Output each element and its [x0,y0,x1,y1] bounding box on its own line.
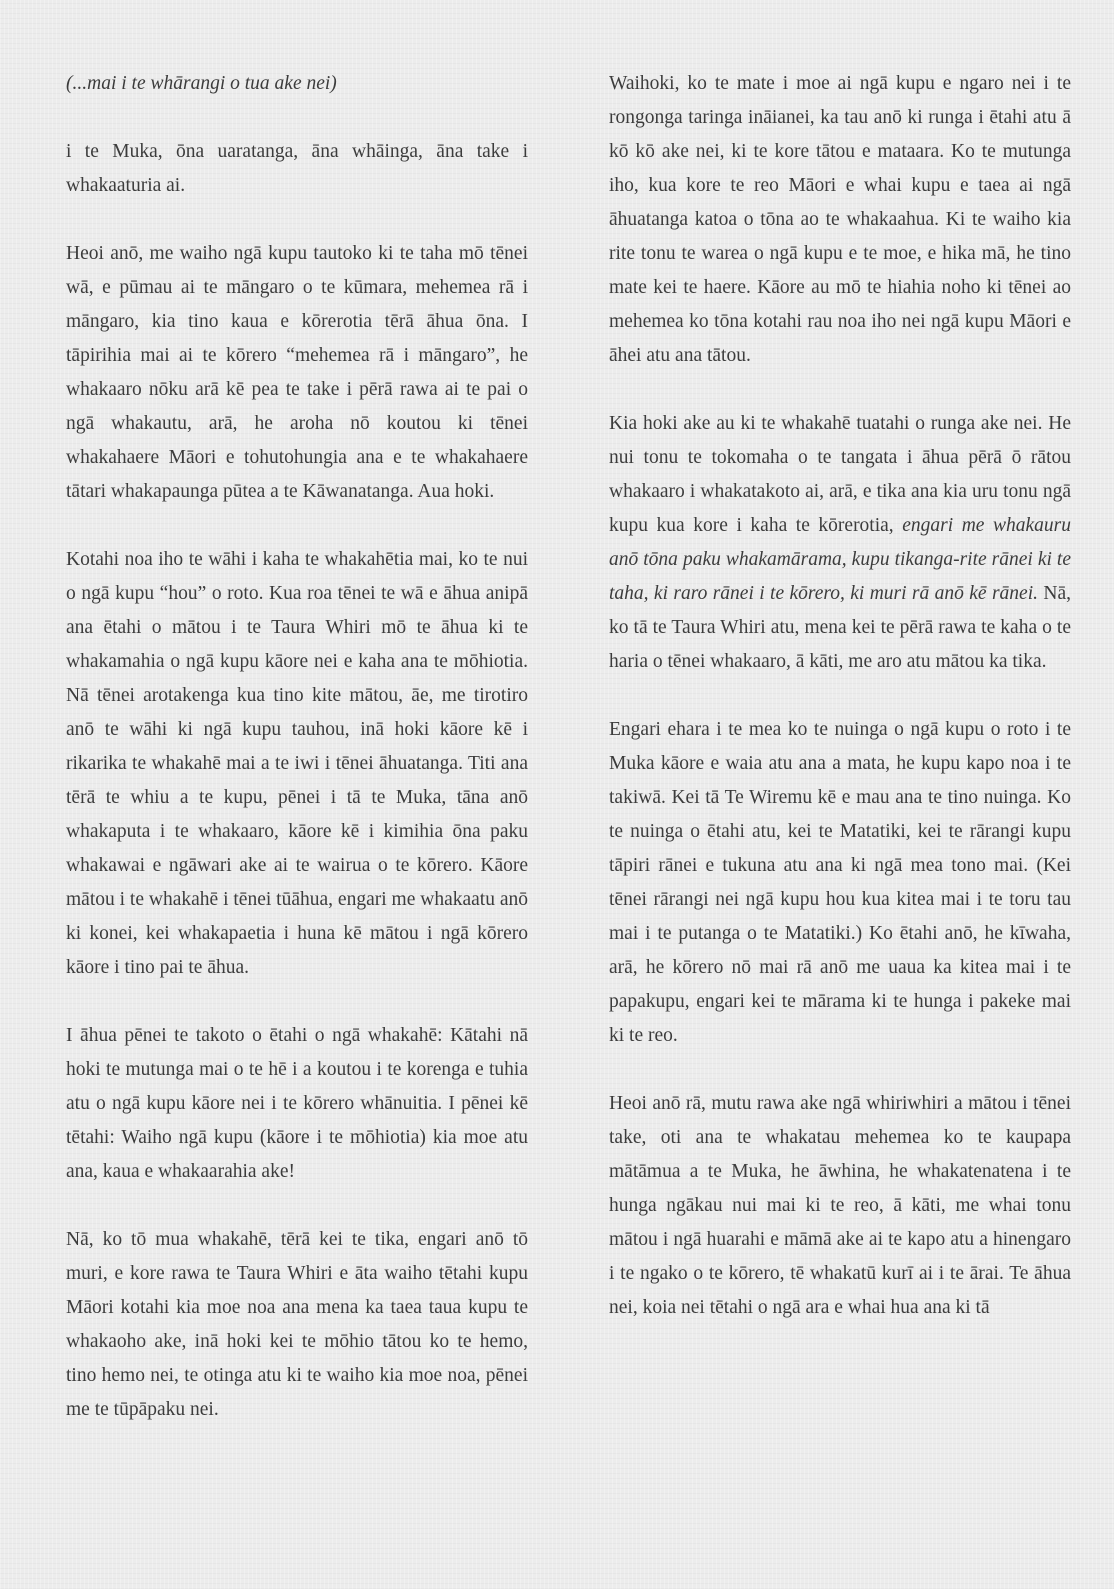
paragraph-left-1: i te Muka, ōna uaratanga, āna whāinga, āna take i whakaaturia ai. [66,141,528,196]
paragraph-right-2 [609,407,1071,679]
paragraph-right-4: Heoi anō rā, mutu rawa ake ngā whiriwhiri a mātou i tēnei take, oti ana te whakatau mehemea ko te kaupapa mātāmua a te Muka, he āwhina, he whakatenatena i te hunga ngākau nui mai ki te reo, ā kāti, me whai tonu mātou i ngā huarahi e māmā ake ai te kapo atu a hinengaro i te ngako o te kōrero, tē whakatū kurī ai i te ārai. Te āhua nei, koia nei tētahi o ngā ara e whai hua ana ki tā [609,1093,1071,1318]
paragraph-left-5: Nā, ko tō mua whakahē, tērā kei te tika, engari anō tō muri, e kore rawa te Taura Whiri e āta waiho tētahi kupu Māori kotahi kia moe noa ana mena ka taea taua kupu te whakaoho ake, inā hoki kei te mōhio tātou ko te hemo, tino hemo nei, te otinga atu ki te waiho kia moe noa, pēnei me te tūpāpaku nei. [66,1229,528,1420]
paragraph-right-2-end: Nā, ko tā te Taura Whiri atu, mena kei te pērā rawa te kaha o te haria o tēnei whakaaro, ā kāti, me aro atu mātou ka tika. [609,583,1071,672]
right-column [609,67,1071,1359]
paragraph-left-3: Kotahi noa iho te wāhi i kaha te whakahētia mai, ko te nui o ngā kupu “hou” o roto. Kua roa tēnei te wā e āhua anipā ana ētahi o mātou i te Taura Whiri mō te āhua ki te whakamahia o ngā kupu kāore nei e kaha ana te mōhiotia. Nā tēnei arotakenga kua tino kite mātou, āe, me tirotiro anō te wāhi ki ngā kupu tauhou, inā hoki kāore kē i rikarika te whakahē mai a te iwi i tēnei āhuatanga. Titi ana tērā te whiu a te kupu, pēnei i tā te Muka, tāna anō whakaputa i te whakaaro, kāore kē i kimihia ōna paku whakawai e ngāwari ake ai te wairua o te kōrero. Kāore mātou i te whakahē i tēnei tūāhua, engari me whakaatu anō ki konei, kei whakapaetia i huna kē mātou i ngā kōrero kāore i tino pai te āhua. [66,549,528,978]
paragraph-right-2-start: Kia hoki ake au ki te whakahē tuatahi o runga ake nei. He nui tonu te tokomaha o te tangata i āhua pērā ō rātou whakaaro i whakatakoto ai, arā, e tika ana kia uru tonu ngā kupu kua kore i kaha te kōrerotia, [609,413,1071,536]
paragraph-right-3: Engari ehara i te mea ko te nuinga o ngā kupu o roto i te Muka kāore e waia atu ana a mata, he kupu kapo noa i te takiwā. Kei tā Te Wiremu kē e mau ana te tino nuinga. Ko te nuinga o ētahi atu, kei te Matatiki, kei te rārangi kupu tāpiri rānei e tukuna atu ana ki ngā mea tono mai. (Kei tēnei rārangi nei ngā kupu hou kua kitea mai i te toru tau mai i te putanga o te Matatiki.) Ko ētahi anō, he kīwaha, arā, he kōrero nō mai rā anō me uaua ka kitea mai i te papakupu, engari kei te mārama ki te hunga i pakeke mai ki te reo. [609,719,1071,1046]
paragraph-right-2-italic: engari me whakauru anō tōna paku whakamārama, kupu tikanga-rite rānei ki te taha, ki raro rānei i te kōrero, ki muri rā anō kē rānei. [609,515,1071,604]
continued-header-text: (...mai i te whārangi o tua ake nei) [66,73,337,94]
continued-header [66,67,528,101]
paragraph-left-4: I āhua pēnei te takoto o ētahi o ngā whakahē: Kātahi nā hoki te mutunga mai o te hē i a koutou i te korenga e tuhia atu o ngā kupu kāore nei i te kōrero whānuitia. I pēnei kē tētahi: Waiho ngā kupu (kāore i te mōhiotia) kia moe atu ana, kaua e whakaarahia ake! [66,1025,528,1182]
paragraph-right-1: Waihoki, ko te mate i moe ai ngā kupu e ngaro nei i te rongonga taringa ināianei, ka tau anō ki runga i ētahi atu ā kō kō ake nei, ki te kore tātou e mataara. Ko te mutunga iho, kua kore te reo Māori e whai kupu e taea ai ngā āhuatanga katoa o tōna ao te whakaahua. Ki te waiho kia rite tonu te warea o ngā kupu e te moe, e hika mā, he tino mate kei te haere. Kāore au mō te hiahia noho ki tēnei ao mehemea ko tōna kotahi rau noa iho nei ngā kupu Māori e āhei atu ana tātou. [609,73,1071,366]
left-column [66,67,528,1461]
paragraph-left-2: Heoi anō, me waiho ngā kupu tautoko ki te taha mō tēnei wā, e pūmau ai te māngaro o te kūmara, mehemea rā i māngaro, kia tino kaua e kōrerotia tērā āhua ōna. I tāpirihia mai ai te kōrero “mehemea rā i māngaro”, he whakaaro nōku arā kē pea te take i pērā rawa ai te pai o ngā whakautu, arā, he aroha nō koutou ki tēnei whakahaere Māori e tohutohungia ana e te whakahaere tātari whakapaunga pūtea a te Kāwanatanga. Aua hoki. [66,243,528,502]
